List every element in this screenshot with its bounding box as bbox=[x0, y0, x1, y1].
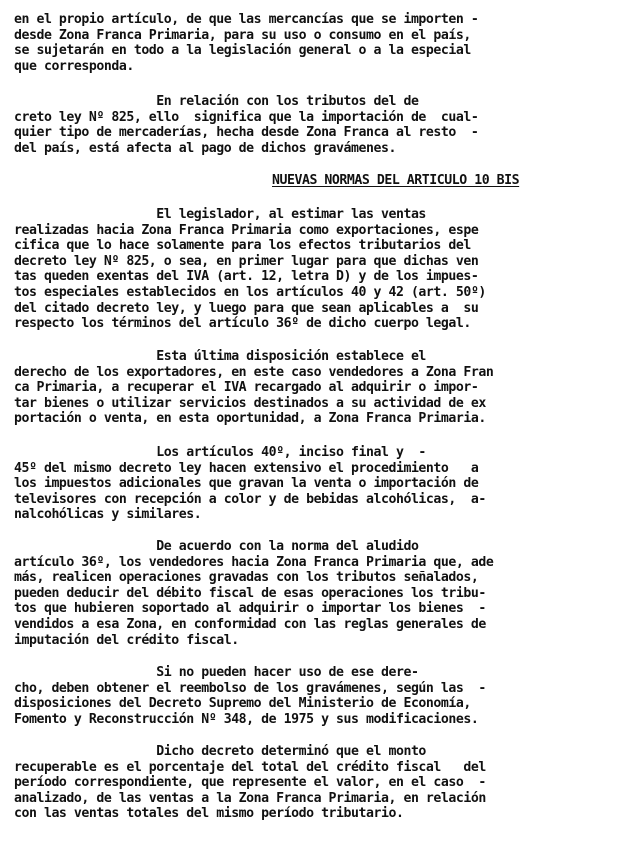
text-line: tas queden exentas del IVA (art. 12, letra D) y de los impues- bbox=[14, 269, 479, 285]
text-line: nalcohólicas y similares. bbox=[14, 507, 202, 523]
text-line: disposiciones del Decreto Supremo del Ministerio de Economía, bbox=[14, 696, 471, 712]
text-line: realizadas hacia Zona Franca Primaria como exportaciones, espe bbox=[14, 222, 479, 238]
paragraph-recoverable-amount bbox=[14, 744, 620, 822]
paragraph-article-36 bbox=[14, 539, 620, 648]
text-line: período correspondiente, que represente el valor, en el caso - bbox=[14, 775, 486, 791]
paragraph-legislator-exports bbox=[14, 207, 620, 332]
text-line: cifica que lo hace solamente para los efectos tributarios del bbox=[14, 238, 471, 254]
text-line: televisores con recepción a color y de bebidas alcohólicas, a- bbox=[14, 491, 486, 507]
text-line: recuperable es el porcentaje del total del crédito fiscal del bbox=[14, 759, 486, 775]
text-line: decreto ley Nº 825, o sea, en primer lugar para que dichas ven bbox=[14, 253, 479, 269]
text-line: artículo 36º, los vendedores hacia Zona Franca Primaria que, ade bbox=[14, 554, 494, 570]
text-line: Fomento y Reconstrucción Nº 348, de 1975 y sus modificaciones. bbox=[14, 711, 479, 727]
text-line: los impuestos adicionales que gravan la venta o importación de bbox=[14, 476, 479, 492]
text-line: El legislador, al estimar las ventas bbox=[14, 207, 426, 222]
text-line: que corresponda. bbox=[14, 58, 134, 74]
text-line: tar bienes o utilizar servicios destinados a su actividad de ex bbox=[14, 395, 486, 411]
text-line: Los artículos 40º, inciso final y - bbox=[14, 445, 426, 460]
text-line: En relación con los tributos del de bbox=[14, 94, 419, 109]
text-line: desde Zona Franca Primaria, para su uso o consumo en el país, bbox=[14, 27, 471, 43]
paragraph-exporters-right bbox=[14, 349, 620, 427]
text-line: tos especiales establecidos en los artículos 40 y 42 (art. 50º) bbox=[14, 284, 486, 300]
text-line: imputación del crédito fiscal. bbox=[14, 632, 239, 648]
text-line: portación o venta, en esta oportunidad, a Zona Franca Primaria. bbox=[14, 411, 486, 427]
text-line: en el propio artículo, de que las mercancías que se importen - bbox=[14, 12, 479, 27]
text-line: tos que hubieren soportado al adquirir o importar los bienes - bbox=[14, 601, 486, 617]
text-line: cho, deben obtener el reembolso de los gravámenes, según las - bbox=[14, 680, 486, 696]
text-line: creto ley Nº 825, ello significa que la importación de cual- bbox=[14, 109, 479, 125]
text-line: quier tipo de mercaderías, hecha desde Zona Franca al resto - bbox=[14, 125, 479, 141]
text-line: del citado decreto ley, y luego para que sean aplicables a su bbox=[14, 300, 479, 316]
paragraph-reimbursement bbox=[14, 665, 620, 727]
text-line: del país, está afecta al pago de dichos gravámenes. bbox=[14, 140, 396, 156]
text-line: ca Primaria, a recuperar el IVA recargado al adquirir o impor- bbox=[14, 380, 479, 396]
text-line: pueden deducir del débito fiscal de esas operaciones los tribu- bbox=[14, 585, 486, 601]
text-line: derecho de los exportadores, en este caso vendedores a Zona Fran bbox=[14, 364, 494, 380]
text-line: más, realicen operaciones gravadas con los tributos señalados, bbox=[14, 570, 479, 586]
section-heading: NUEVAS NORMAS DEL ARTICULO 10 BIS bbox=[272, 173, 520, 188]
text-line: Si no pueden hacer uso de ese dere- bbox=[14, 665, 419, 680]
paragraph-articles-40-45 bbox=[14, 445, 620, 523]
text-line: Esta última disposición establece el bbox=[14, 349, 426, 364]
text-line: De acuerdo con la norma del aludido bbox=[14, 539, 419, 554]
text-line: 45º del mismo decreto ley hacen extensivo el procedimiento a bbox=[14, 460, 479, 476]
text-line: se sujetarán en todo a la legislación general o a la especial bbox=[14, 43, 471, 59]
text-line: Dicho decreto determinó que el monto bbox=[14, 744, 426, 759]
text-line: respecto los términos del artículo 36º de dicho cuerpo legal. bbox=[14, 316, 471, 332]
paragraph-tributes-decree-825 bbox=[14, 94, 620, 156]
text-line: vendidos a esa Zona, en conformidad con las reglas generales de bbox=[14, 616, 486, 632]
text-line: analizado, de las ventas a la Zona Franca Primaria, en relación bbox=[14, 790, 486, 806]
text-line: con las ventas totales del mismo período tributario. bbox=[14, 806, 404, 822]
paragraph-import-legislation bbox=[14, 12, 620, 74]
